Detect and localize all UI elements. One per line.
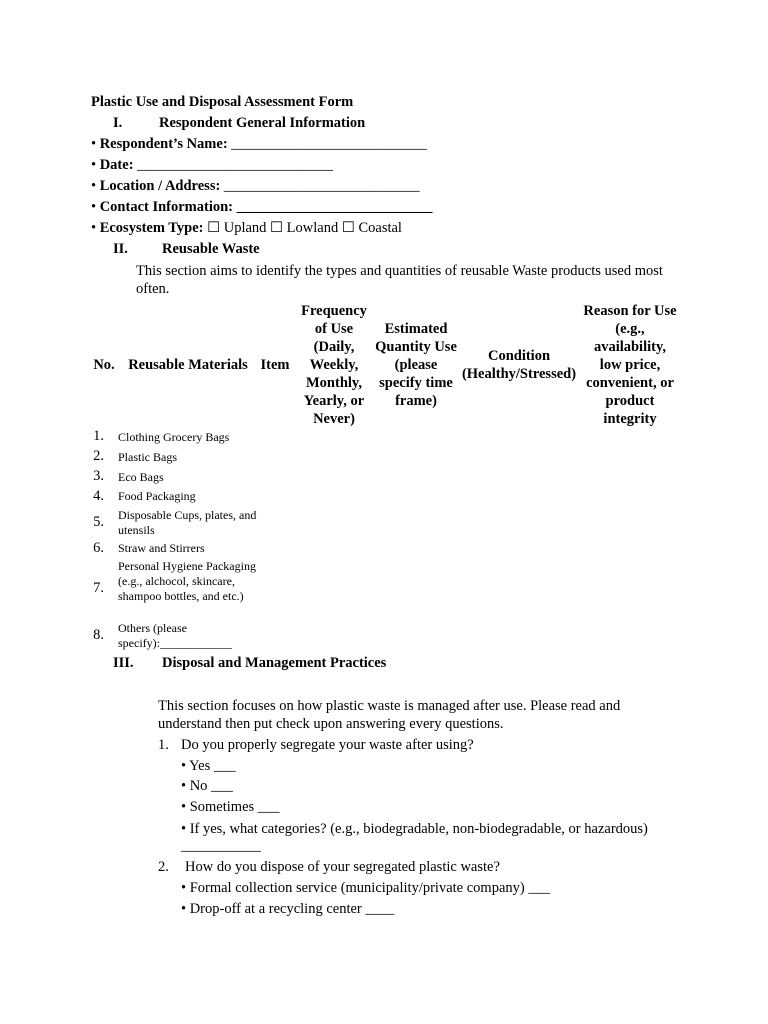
- date-label: Date:: [99, 157, 134, 173]
- row-label: Others (please specify):____________: [118, 621, 232, 650]
- contact-label: Contact Information:: [99, 199, 234, 215]
- row-label: Food Packaging: [118, 489, 196, 503]
- respondent-name-label: Respondent’s Name:: [99, 136, 228, 152]
- row-label: Clothing Grocery Bags: [118, 430, 230, 444]
- section-3-intro: This section focuses on how plastic waste is managed after use. Please read and understand then put check upon answering every questions.: [158, 698, 621, 732]
- section-3-number: III.: [113, 655, 134, 671]
- question-1-number: 1.: [158, 737, 169, 753]
- row-number: 7.: [93, 580, 104, 596]
- date-field[interactable]: [91, 157, 333, 174]
- ecosystem-type-label: Ecosystem Type:: [99, 220, 204, 236]
- lowland-checkbox[interactable]: ☐ Lowland: [270, 220, 339, 236]
- row-number: 5.: [93, 514, 104, 530]
- section-2-number: II.: [113, 241, 128, 257]
- row-label: Eco Bags: [118, 470, 164, 484]
- section-2-intro: This section aims to identify the types and quantities of reusable Waste products used most often.: [136, 263, 663, 297]
- ecosystem-type-field: [91, 220, 402, 237]
- bullet: •: [91, 178, 97, 194]
- header-quantity: Estimated Quantity Use (please specify time frame): [375, 321, 457, 409]
- q1-option-no[interactable]: • No ___: [181, 778, 233, 794]
- q1-option-sometimes[interactable]: • Sometimes ___: [181, 799, 280, 815]
- bullet: •: [91, 199, 97, 215]
- coastal-checkbox[interactable]: ☐ Coastal: [341, 220, 402, 236]
- header-reason: Reason for Use (e.g., availability, low price, convenient, or product integrity: [583, 303, 677, 427]
- date-blank[interactable]: ___________________________: [137, 157, 333, 173]
- row-label: Disposable Cups, plates, and utensils: [118, 508, 257, 537]
- q1-categories-blank[interactable]: ___________: [181, 838, 261, 854]
- location-label: Location / Address:: [99, 178, 221, 194]
- header-item: Item: [260, 357, 290, 373]
- header-reusable-materials: Reusable Materials: [128, 357, 248, 373]
- header-condition: Condition (Healthy/Stressed): [461, 348, 577, 382]
- question-1-text: Do you properly segregate your waste after using?: [181, 737, 474, 753]
- row-number: 8.: [93, 627, 104, 643]
- location-blank[interactable]: ___________________________: [223, 178, 420, 194]
- respondent-name-blank[interactable]: ___________________________: [231, 136, 428, 152]
- row-label: Personal Hygiene Packaging (e.g., alchocol, skincare, shampoo bottles, and etc.): [118, 559, 256, 603]
- upland-checkbox[interactable]: ☐ Upland: [207, 220, 267, 236]
- row-number: 6.: [93, 540, 104, 556]
- respondent-name-field[interactable]: [91, 136, 427, 153]
- section-3-title: Disposal and Management Practices: [162, 655, 387, 671]
- contact-field[interactable]: [91, 199, 432, 216]
- header-no: No.: [93, 357, 115, 373]
- q1-option-yes[interactable]: • Yes ___: [181, 758, 236, 774]
- row-number: 1.: [93, 428, 104, 444]
- section-1-number: I.: [113, 115, 123, 131]
- question-2-number: 2.: [158, 859, 169, 875]
- bullet: •: [91, 220, 97, 236]
- q2-option-formal-collection[interactable]: • Formal collection service (municipality/private company) ___: [181, 880, 551, 896]
- q1-option-categories: • If yes, what categories? (e.g., biodegradable, non-biodegradable, or hazardous): [181, 821, 648, 837]
- row-label: Straw and Stirrers: [118, 541, 205, 555]
- location-field[interactable]: [91, 178, 420, 195]
- section-1-title: Respondent General Information: [159, 115, 366, 131]
- q2-option-recycling-center[interactable]: • Drop-off at a recycling center ____: [181, 901, 395, 917]
- row-label: Plastic Bags: [118, 450, 177, 464]
- section-2-title: Reusable Waste: [162, 241, 260, 257]
- question-2-text: How do you dispose of your segregated plastic waste?: [185, 859, 500, 875]
- header-frequency: Frequency of Use (Daily, Weekly, Monthly, Yearly, or Never): [301, 303, 367, 427]
- row-number: 2.: [93, 448, 104, 464]
- bullet: •: [91, 157, 97, 173]
- row-number: 4.: [93, 488, 104, 504]
- contact-blank[interactable]: ___________________________: [236, 199, 433, 215]
- bullet: •: [91, 136, 97, 152]
- row-number: 3.: [93, 468, 104, 484]
- form-title: Plastic Use and Disposal Assessment Form: [91, 94, 354, 110]
